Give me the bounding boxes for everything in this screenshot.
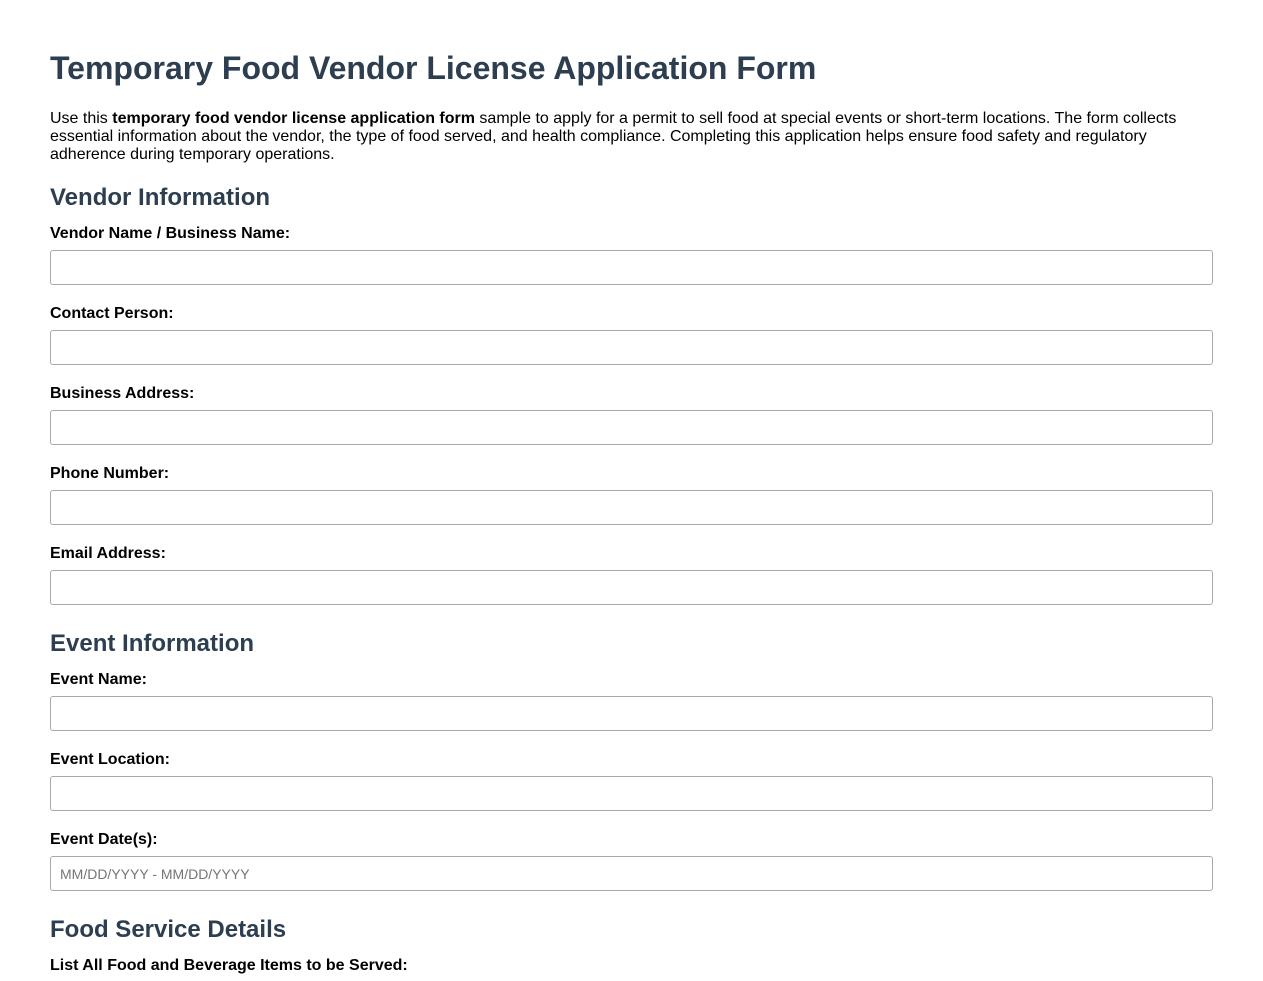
event-location-field bbox=[50, 751, 1213, 811]
vendor-name-label: Vendor Name / Business Name: bbox=[50, 225, 291, 242]
food-items-field bbox=[50, 957, 1213, 981]
intro-text-after: sample to apply for a permit to sell food at special events or short-term locations. The form collects essential information about the vendor, the type of food served, and health compliance. Completing this application helps ensure food safety and regulatory adherence during temporary operations. bbox=[50, 110, 1177, 163]
phone-number-input[interactable] bbox=[50, 490, 1213, 525]
event-dates-field bbox=[50, 831, 1213, 891]
event-location-input[interactable] bbox=[50, 776, 1213, 811]
event-name-input[interactable] bbox=[50, 696, 1213, 731]
event-name-label: Event Name: bbox=[50, 671, 147, 688]
event-information-heading: Event Information bbox=[50, 630, 255, 657]
vendor-name-input[interactable] bbox=[50, 250, 1213, 285]
contact-person-field bbox=[50, 305, 1213, 365]
email-address-input[interactable] bbox=[50, 570, 1213, 605]
business-address-field bbox=[50, 385, 1213, 445]
food-service-details-heading: Food Service Details bbox=[50, 916, 287, 943]
intro-paragraph bbox=[50, 110, 1213, 164]
phone-number-label: Phone Number: bbox=[50, 465, 170, 482]
email-address-label: Email Address: bbox=[50, 545, 166, 562]
page-title: Temporary Food Vendor License Application Form bbox=[50, 50, 817, 86]
business-address-label: Business Address: bbox=[50, 385, 195, 402]
phone-number-field bbox=[50, 465, 1213, 525]
food-items-label: List All Food and Beverage Items to be Served: bbox=[50, 957, 408, 974]
vendor-name-field bbox=[50, 225, 1213, 285]
event-dates-input[interactable] bbox=[50, 856, 1213, 891]
vendor-information-heading: Vendor Information bbox=[50, 184, 271, 211]
contact-person-label: Contact Person: bbox=[50, 305, 174, 322]
contact-person-input[interactable] bbox=[50, 330, 1213, 365]
event-location-label: Event Location: bbox=[50, 751, 171, 768]
intro-text-before: Use this bbox=[50, 110, 113, 127]
event-name-field bbox=[50, 671, 1213, 731]
event-dates-label: Event Date(s): bbox=[50, 831, 158, 848]
intro-text-bold: temporary food vendor license application form bbox=[112, 110, 475, 127]
email-address-field bbox=[50, 545, 1213, 605]
business-address-input[interactable] bbox=[50, 410, 1213, 445]
